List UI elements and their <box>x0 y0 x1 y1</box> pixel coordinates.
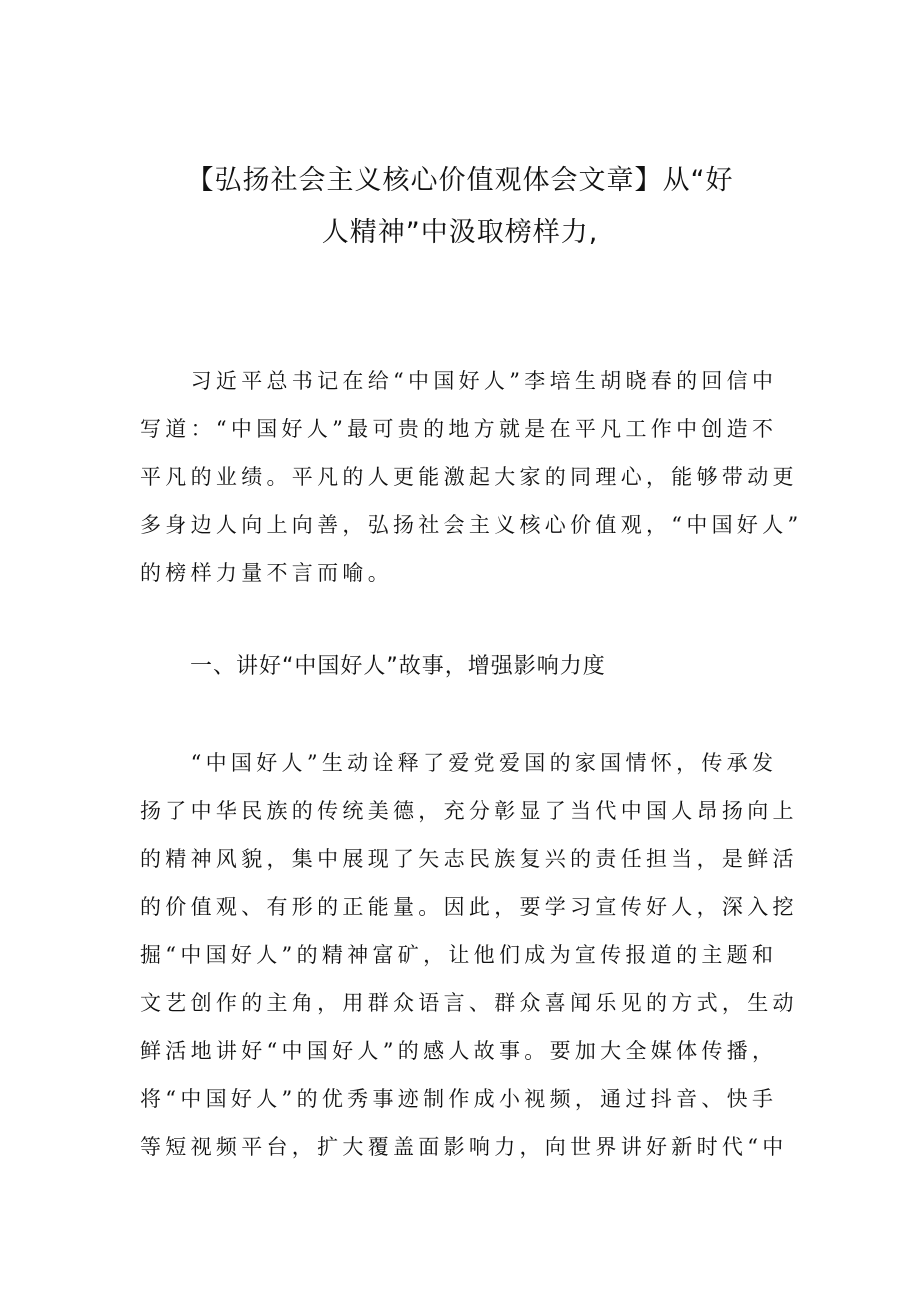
document-title-line-2: 人精神”中汲取榜样力, <box>321 217 599 248</box>
intro-line: 平凡的业绩。平凡的人更能激起大家的同理心，能够带动更 <box>140 465 798 489</box>
section-1-line: 掘“中国好人”的精神富矿，让他们成为宣传报道的主题和 <box>140 943 778 967</box>
document-title-line-1: 【弘扬社会主义核心价值观体会文章】从“好 <box>186 165 734 196</box>
intro-line: 多身边人向上向善，弘扬社会主义核心价值观，“中国好人” <box>140 513 803 537</box>
section-1-line: 等短视频平台，扩大覆盖面影响力，向世界讲好新时代“中 <box>140 1135 788 1159</box>
section-1-line: 鲜活地讲好“中国好人”的感人故事。要加大全媒体传播， <box>140 1039 778 1063</box>
section-1-line: 的精神风貌，集中展现了矢志民族复兴的责任担当，是鲜活 <box>140 847 798 871</box>
intro-line: 的榜样力量不言而喻。 <box>140 561 393 585</box>
section-1-line: 的价值观、有形的正能量。因此，要学习宣传好人，深入挖 <box>140 895 798 919</box>
intro-line: 习近平总书记在给“中国好人”李培生胡晓春的回信中 <box>140 369 778 393</box>
section-1-heading: 一、讲好“中国好人”故事，增强影响力度 <box>190 654 606 679</box>
section-1-line: 扬了中华民族的传统美德，充分彰显了当代中国人昂扬向上 <box>140 799 798 823</box>
section-1-line: 将“中国好人”的优秀事迹制作成小视频，通过抖音、快手 <box>140 1087 778 1111</box>
section-1-line: “中国好人”生动诠释了爱党爱国的家国情怀，传承发 <box>140 751 778 775</box>
intro-line: 写道：“中国好人”最可贵的地方就是在平凡工作中创造不 <box>140 417 778 441</box>
section-1-line: 文艺创作的主角，用群众语言、群众喜闻乐见的方式，生动 <box>140 991 798 1015</box>
